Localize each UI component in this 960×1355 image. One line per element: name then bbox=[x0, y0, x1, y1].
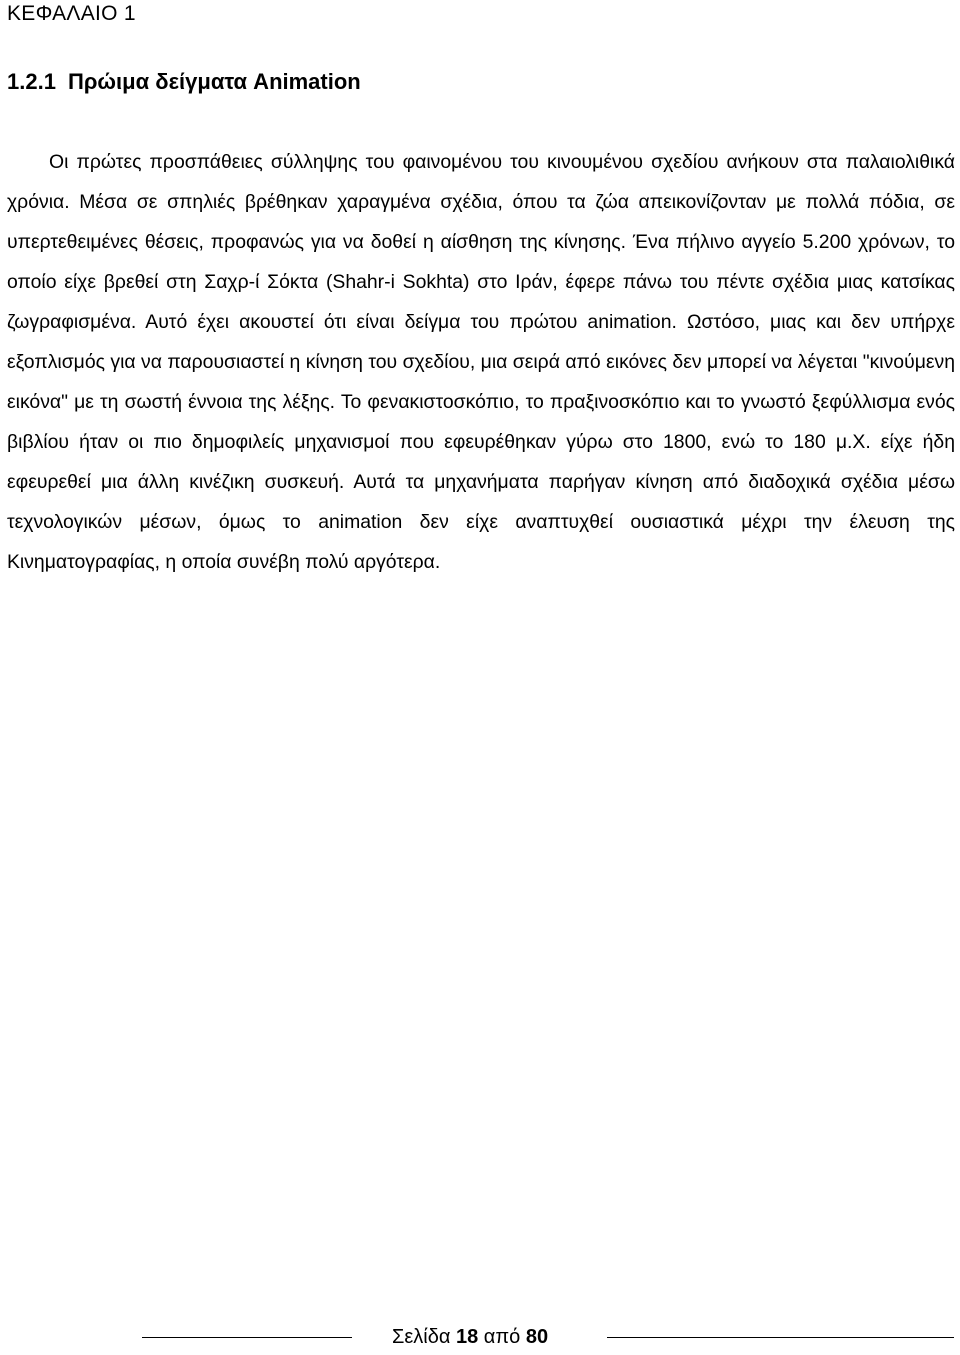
page-footer bbox=[0, 1318, 960, 1354]
page-word: Σελίδα bbox=[392, 1326, 451, 1348]
section-heading bbox=[7, 69, 361, 95]
current-page-number: 18 bbox=[455, 1326, 479, 1348]
section-title: Πρώιμα δείγματα Animation bbox=[67, 69, 361, 94]
body-paragraph: Οι πρώτες προσπάθειες σύλληψης του φαινομένου του κινουμένου σχεδίου ανήκουν στα παλαιολιθικά χρόνια. Μέσα σε σπηλιές βρέθηκαν χαραγμένα σχέδια, όπου τα ζώα απεικονίζονταν με πολλά πόδια, σε υπερτεθειμένες θέσεις, προφανώς για να δοθεί η αίσθηση της κίνησης. Ένα πήλινο αγγείο 5.200 χρόνων, το οποίο είχε βρεθεί στη Σαχρ-ί Σόκτα (Shahr-i Sokhta) στο Ιράν, έφερε πάνω του πέντε σχέδια μιας κατσίκας ζωγραφισμένα. Αυτό έχει ακουστεί ότι είναι δείγμα του πρώτου animation. Ωστόσο, μιας και δεν υπήρχε εξοπλισμός για να παρουσιαστεί η κίνηση του σχεδίου, μια σειρά από εικόνες δεν μπορεί να λέγεται "κινούμενη εικόνα" με τη σωστή έννοια της λέξης. Το φενακιστοσκόπιο, το πραξινοσκόπιο και το γνωστό ξεφύλλισμα ενός βιβλίου ήταν οι πιο δημοφιλείς μηχανισμοί που εφευρέθηκαν γύρω στο 1800, ενώ το 180 μ.Χ. είχε ήδη εφευρεθεί μια άλλη κινέζικη συσκευή. Αυτά τα μηχανήματα παρήγαν κίνηση από διαδοχικά σχέδια μέσω τεχνολογικών μέσων, όμως το animation δεν είχε αναπτυχθεί ουσιαστικά μέχρι την έλευση της Κινηματογραφίας, η οποία συνέβη πολύ αργότερα. bbox=[7, 151, 955, 573]
footer-rule-right bbox=[607, 1337, 954, 1338]
total-pages-number: 80 bbox=[525, 1326, 549, 1348]
chapter-header: ΚΕΦΑΛΑΙΟ 1 bbox=[7, 2, 136, 25]
section-number: 1.2.1 bbox=[7, 69, 56, 94]
page-number bbox=[392, 1324, 548, 1350]
of-word: από bbox=[483, 1326, 521, 1348]
footer-rule-left bbox=[142, 1337, 352, 1338]
